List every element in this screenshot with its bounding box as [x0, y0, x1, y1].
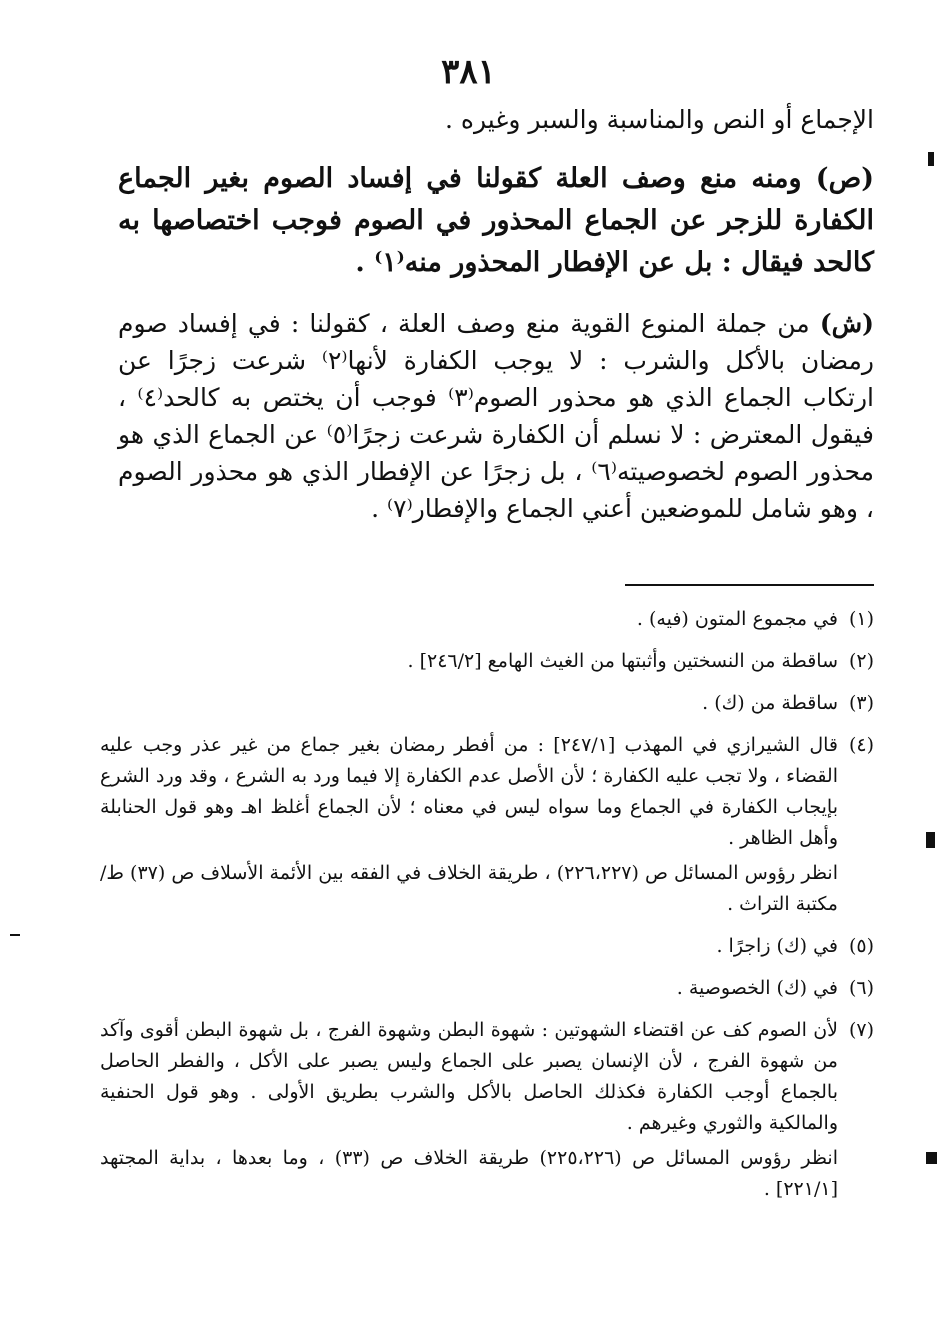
- matn-label: (ص): [815, 163, 874, 194]
- footnote-number: (٦): [848, 977, 874, 999]
- footnote-number: (٢): [848, 650, 874, 672]
- footnote-text: في (ك) زاجرًا .: [716, 935, 838, 957]
- page-number: ٣٨١: [441, 52, 496, 92]
- footnote-text: قال الشيرازي في المهذب [٢٤٧/١] : من أفطر رمضان بغير جماع من غير عذر وجب عليه القضاء ، ولا تجب عليه الكفارة ؛ لأن الأصل عدم الكفارة إلا فيما ورد به الشرع ، وقد ورد الشرع بإيجاب الكفارة في الجماع وما سواه ليس في معناه ؛ لأن الجماع أغلظ اهـ وهو قول الحنابلة وأهل الظاهر .: [100, 734, 838, 849]
- footnote-text: ساقطة من (ك) .: [702, 692, 838, 714]
- footnote-number: (٥): [848, 935, 874, 957]
- matn-paragraph: [118, 158, 874, 284]
- footnote-text: في مجموع المتون (فيه) .: [636, 608, 838, 630]
- footnote-number: (٧): [848, 1019, 874, 1041]
- intro-text: الإجماع أو النص والمناسبة والسبر وغيره .: [444, 105, 874, 134]
- footnote: [100, 1015, 874, 1205]
- footnote: [100, 973, 874, 1004]
- footnote: [100, 646, 874, 677]
- sharh-label: (ش): [819, 309, 874, 338]
- scan-mark: [926, 1152, 937, 1164]
- scan-mark: [926, 832, 935, 848]
- matn-text: ومنه منع وصف العلة كقولنا في إفساد الصوم بغير الجماع الكفارة للزجر عن الجماع المحذور في الصوم فوجب اختصاصها به كالحد فيقال : بل عن الإفطار المحذور منه⁽١⁾ .: [118, 163, 874, 278]
- footnote: [100, 730, 874, 920]
- footnote-number: (٣): [848, 692, 874, 714]
- footnote-text: لأن الصوم كف عن اقتضاء الشهوتين : شهوة البطن وشهوة الفرج ، بل شهوة البطن أقوى وآكد من شهوة الفرج ، لأن الإنسان يصبر على الجماع وليس يصبر على الأكل ، والفطر الحاصل بالجماع أوجب الكفارة فكذلك الحاصل بالأكل والشرب بطريق الأولى . وهو قول الحنفية والمالكية والثوري وغيرهم .: [100, 1019, 838, 1134]
- footnotes: [100, 604, 874, 1216]
- scan-mark: [928, 152, 934, 166]
- footnote-reference: انظر رؤوس المسائل ص (٢٢٥،٢٢٦) طريقة الخلاف ص (٣٣) ، وما بعدها ، بداية المجتهد [٢٢١/١] .: [100, 1147, 838, 1200]
- footnote-text: في (ك) الخصوصية .: [676, 977, 838, 999]
- footnote: [100, 688, 874, 719]
- sharh-paragraph: [118, 305, 874, 527]
- footnote-number: (١): [848, 608, 874, 630]
- footnote: [100, 604, 874, 635]
- footnote-number: (٤): [848, 734, 874, 756]
- footnote-text: ساقطة من النسختين وأثبتها من الغيث الهامع [٢٤٦/٢] .: [407, 650, 838, 672]
- footnote-reference: انظر رؤوس المسائل ص (٢٢٦،٢٢٧) ، طريقة الخلاف في الفقه بين الأئمة الأسلاف ص (٣٧) ط/ مكتبة التراث .: [100, 862, 838, 915]
- footnote-divider: [625, 584, 874, 586]
- footnote: [100, 931, 874, 962]
- sharh-text: من جملة المنوع القوية منع وصف العلة ، كقولنا : في إفساد صوم رمضان بالأكل والشرب : لا يوجب الكفارة لأنها⁽٢⁾ شرعت زجرًا عن ارتكاب الجماع الذي هو محذور الصوم⁽٣⁾ فوجب أن يختص به كالحد⁽٤⁾ ، فيقول المعترض : لا نسلم أن الكفارة شرعت زجرًا⁽٥⁾ عن الجماع الذي هو محذور الصوم لخصوصيته⁽٦⁾ ، بل زجرًا عن الإفطار الذي هو محذور الصوم ، وهو شامل للموضعين أعني الجماع والإفطار⁽٧⁾ .: [118, 309, 874, 523]
- scan-mark: [10, 934, 20, 936]
